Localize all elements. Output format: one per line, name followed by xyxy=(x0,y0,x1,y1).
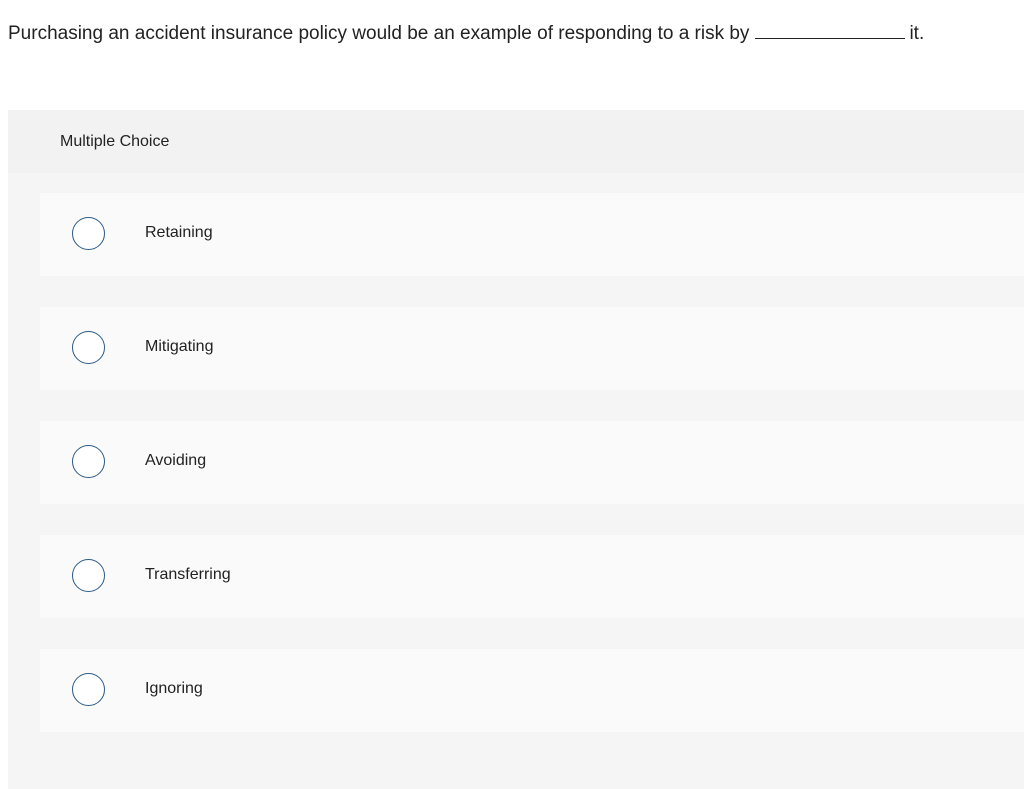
question-prompt xyxy=(8,20,924,47)
question-text-before: Purchasing an accident insurance policy would be an example of responding to a risk by xyxy=(8,23,750,44)
multiple-choice-panel xyxy=(8,110,1024,789)
option-transferring[interactable] xyxy=(40,535,1024,618)
option-ignoring[interactable] xyxy=(40,649,1024,732)
radio-button-icon[interactable] xyxy=(72,673,105,706)
option-label: Avoiding xyxy=(145,452,207,469)
answer-blank xyxy=(755,20,905,39)
question-text-after: it. xyxy=(909,23,925,44)
option-mitigating[interactable] xyxy=(40,307,1024,390)
option-label: Retaining xyxy=(145,224,213,241)
panel-title: Multiple Choice xyxy=(60,133,170,150)
option-label: Ignoring xyxy=(145,680,203,697)
option-avoiding[interactable] xyxy=(40,421,1024,504)
option-retaining[interactable] xyxy=(40,193,1024,276)
radio-button-icon[interactable] xyxy=(72,445,105,478)
option-label: Transferring xyxy=(145,566,231,583)
panel-header xyxy=(8,110,1024,173)
option-label: Mitigating xyxy=(145,338,214,355)
options-list xyxy=(40,193,1024,763)
radio-button-icon[interactable] xyxy=(72,331,105,364)
radio-button-icon[interactable] xyxy=(72,559,105,592)
radio-button-icon[interactable] xyxy=(72,217,105,250)
